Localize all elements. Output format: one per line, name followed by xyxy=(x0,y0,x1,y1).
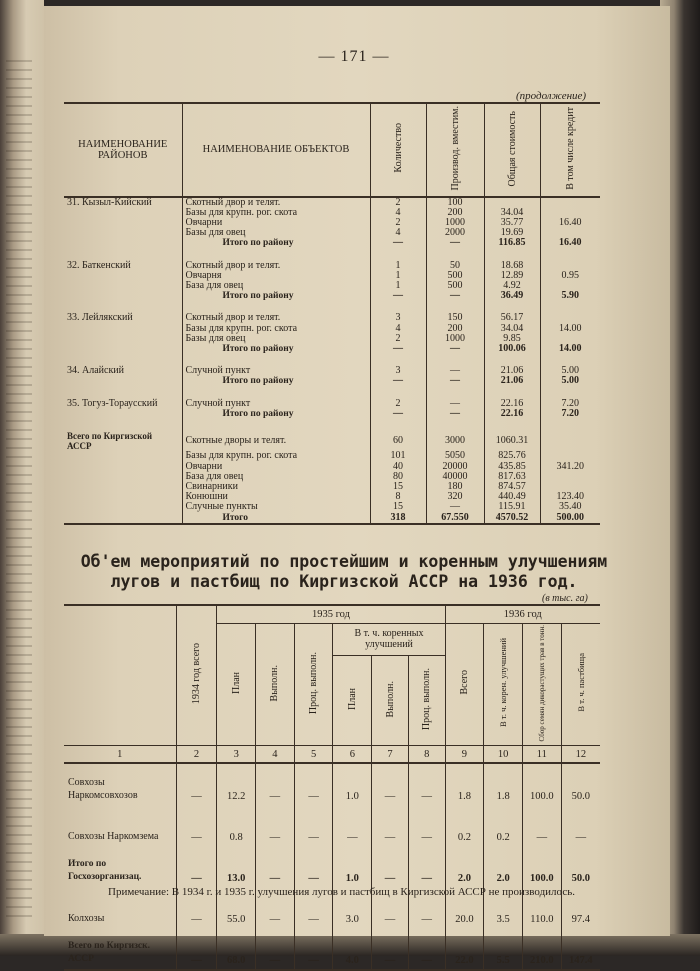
object-cell: Случной пункт xyxy=(182,366,370,376)
count-cell: 3 xyxy=(370,366,426,376)
table-row xyxy=(64,513,600,524)
count-cell: 1 xyxy=(370,261,426,271)
value-cell: 5.5 xyxy=(484,928,523,970)
capacity-cell: 1000 xyxy=(426,334,484,344)
region-cell xyxy=(64,492,182,502)
column-number: 4 xyxy=(256,746,295,764)
region-cell xyxy=(64,238,182,248)
value-cell: — xyxy=(408,805,445,846)
object-cell: База для овец xyxy=(182,472,370,482)
credit-cell: 341.20 xyxy=(540,462,600,472)
capacity-cell: 200 xyxy=(426,324,484,334)
column-number: 8 xyxy=(408,746,445,764)
t2-header-root-pct: Проц. выполн. xyxy=(408,656,445,746)
value-cell: — xyxy=(176,887,217,928)
cost-cell: 1060.31 xyxy=(484,431,540,451)
value-cell: — xyxy=(561,805,600,846)
value-cell: 100.0 xyxy=(522,846,561,887)
value-cell: 210.0 xyxy=(522,928,561,970)
value-cell: — xyxy=(372,928,409,970)
value-cell: 55.0 xyxy=(217,887,256,928)
value-cell: — xyxy=(333,805,372,846)
credit-cell xyxy=(540,197,600,208)
spacer-cell xyxy=(540,387,600,399)
object-cell: Скотный двор и телят. xyxy=(182,261,370,271)
count-cell: 2 xyxy=(370,399,426,409)
group-spacer xyxy=(64,419,600,431)
table-row xyxy=(64,846,600,887)
object-cell: Итого по району xyxy=(182,291,370,301)
spacer-cell xyxy=(182,419,370,431)
credit-cell: 16.40 xyxy=(540,218,600,228)
t2-header-root-done: Выполн. xyxy=(372,656,409,746)
t2-header-1934: 1934 год всего xyxy=(176,605,217,746)
object-cell: Итого по району xyxy=(182,238,370,248)
count-cell: 80 xyxy=(370,472,426,482)
count-cell: 1 xyxy=(370,281,426,291)
column-number: 11 xyxy=(522,746,561,764)
table-row xyxy=(64,431,600,451)
capacity-cell: — xyxy=(426,399,484,409)
value-cell: 1.8 xyxy=(445,763,484,805)
region-cell xyxy=(64,513,182,524)
value-cell: — xyxy=(408,763,445,805)
value-cell: 12.2 xyxy=(217,763,256,805)
region-cell xyxy=(64,281,182,291)
cost-cell: 36.49 xyxy=(484,291,540,301)
capacity-cell: — xyxy=(426,366,484,376)
object-cell: Свинарники xyxy=(182,482,370,492)
count-cell: 101 xyxy=(370,451,426,461)
object-cell: Случной пункт xyxy=(182,399,370,409)
value-cell: 3.5 xyxy=(484,887,523,928)
t2-header-blank xyxy=(64,605,176,746)
region-cell xyxy=(64,451,182,461)
header-credit: В том числе кредит xyxy=(540,103,600,197)
credit-cell xyxy=(540,472,600,482)
count-cell: 4 xyxy=(370,208,426,218)
value-cell: — xyxy=(176,928,217,970)
construction-table xyxy=(64,102,600,525)
count-cell: — xyxy=(370,344,426,354)
object-cell: Конюшни xyxy=(182,492,370,502)
column-number: 1 xyxy=(64,746,176,764)
spacer-cell xyxy=(64,387,182,399)
credit-cell: 123.40 xyxy=(540,492,600,502)
region-cell xyxy=(64,208,182,218)
value-cell: 1.0 xyxy=(333,846,372,887)
value-cell: — xyxy=(294,763,333,805)
t2-header-total36: Всего xyxy=(445,623,484,746)
cost-cell: 4.92 xyxy=(484,281,540,291)
count-cell: 2 xyxy=(370,334,426,344)
value-cell: 2.0 xyxy=(445,846,484,887)
capacity-cell: — xyxy=(426,238,484,248)
spacer-cell xyxy=(426,249,484,261)
capacity-cell: 40000 xyxy=(426,472,484,482)
value-cell: 100.0 xyxy=(522,763,561,805)
value-cell: — xyxy=(256,887,295,928)
capacity-cell: 150 xyxy=(426,313,484,323)
capacity-cell: — xyxy=(426,376,484,386)
cost-cell: 817.63 xyxy=(484,472,540,482)
t2-header-1936: 1936 год xyxy=(445,605,600,623)
count-cell: 4 xyxy=(370,228,426,238)
cost-cell: 56.17 xyxy=(484,313,540,323)
cost-cell: 440.49 xyxy=(484,492,540,502)
continuation-note: (продолжение) xyxy=(516,90,587,102)
value-cell: 0.2 xyxy=(484,805,523,846)
value-cell: 0.8 xyxy=(217,805,256,846)
row-label: Итого по Госхозорганизац. xyxy=(68,859,142,883)
cost-cell: 9.85 xyxy=(484,334,540,344)
value-cell: 3.0 xyxy=(333,887,372,928)
capacity-cell: 100 xyxy=(426,197,484,208)
region-cell: 34. Алайский xyxy=(67,365,125,377)
cost-cell: 34.04 xyxy=(484,324,540,334)
spacer-cell xyxy=(182,249,370,261)
column-number: 9 xyxy=(445,746,484,764)
region-cell xyxy=(64,462,182,472)
t2-header-done: Выполн. xyxy=(256,623,295,746)
header-cost: Общая стоимость xyxy=(484,103,540,197)
credit-cell xyxy=(540,431,600,451)
row-label: Колхозы xyxy=(68,913,105,925)
credit-cell: 7.20 xyxy=(540,399,600,409)
cost-cell: 35.77 xyxy=(484,218,540,228)
cost-cell: 825.76 xyxy=(484,451,540,461)
cost-cell: 12.89 xyxy=(484,271,540,281)
value-cell: 22.0 xyxy=(445,928,484,970)
region-cell: Всего по Киргизской АССР xyxy=(67,430,153,452)
count-cell: 40 xyxy=(370,462,426,472)
capacity-cell: 500 xyxy=(426,271,484,281)
value-cell: 68.0 xyxy=(217,928,256,970)
table-row xyxy=(64,763,600,805)
table-row xyxy=(64,376,600,386)
header-capacity: Производ. вместим. xyxy=(426,103,484,197)
cost-cell: 21.06 xyxy=(484,366,540,376)
region-cell xyxy=(64,228,182,238)
capacity-cell: 20000 xyxy=(426,462,484,472)
header-region: НАИМЕНОВАНИЕ РАЙОНОВ xyxy=(78,138,168,161)
count-cell: 15 xyxy=(370,502,426,512)
t2-header-plan: План xyxy=(217,623,256,746)
spacer-cell xyxy=(64,419,182,431)
table-row xyxy=(64,805,600,846)
value-cell: 4.0 xyxy=(333,928,372,970)
region-cell xyxy=(64,376,182,386)
t2-header-seed36: Сбор семян дикорастущих трав в тонн. xyxy=(522,623,561,746)
region-cell: 31. Кызыл-Кийский xyxy=(67,196,152,208)
count-cell: 4 xyxy=(370,324,426,334)
credit-cell: 7.20 xyxy=(540,409,600,419)
spacer-cell xyxy=(426,419,484,431)
object-cell: Базы для овец xyxy=(182,334,370,344)
capacity-cell: 320 xyxy=(426,492,484,502)
value-cell: — xyxy=(176,805,217,846)
object-cell: Базы для крупн. рог. скота xyxy=(182,451,370,461)
cost-cell: 4570.52 xyxy=(484,513,540,524)
region-cell xyxy=(64,271,182,281)
book-page xyxy=(44,6,670,967)
value-cell: — xyxy=(256,846,295,887)
spacer-cell xyxy=(64,249,182,261)
capacity-cell: — xyxy=(426,502,484,512)
region-cell xyxy=(64,472,182,482)
count-cell: 2 xyxy=(370,218,426,228)
column-number: 7 xyxy=(372,746,409,764)
region-cell xyxy=(64,218,182,228)
value-cell: 20.0 xyxy=(445,887,484,928)
spacer-cell xyxy=(426,387,484,399)
row-label: Всего по Киргизск. АССР xyxy=(64,928,176,970)
credit-cell: 500.00 xyxy=(540,513,600,524)
t2-header-pct: Проц. выполн. xyxy=(294,623,333,746)
value-cell: — xyxy=(294,805,333,846)
capacity-cell: — xyxy=(426,409,484,419)
count-cell: 1 xyxy=(370,271,426,281)
cost-cell: 116.85 xyxy=(484,238,540,248)
table2-units: (в тыс. га) xyxy=(542,593,588,604)
row-label: Совхозы Наркомсовхозов xyxy=(68,777,138,802)
value-cell: 1.8 xyxy=(484,763,523,805)
value-cell: — xyxy=(372,805,409,846)
pasture-improvement-table xyxy=(64,604,600,971)
header-object: НАИМЕНОВАНИЕ ОБЪЕКТОВ xyxy=(182,103,370,197)
capacity-cell: 67.550 xyxy=(426,513,484,524)
capacity-cell: 180 xyxy=(426,482,484,492)
cost-cell: 21.06 xyxy=(484,376,540,386)
object-cell: Случные пункты xyxy=(182,502,370,512)
value-cell: 110.0 xyxy=(522,887,561,928)
object-cell: База для овец xyxy=(182,281,370,291)
value-cell: 50.0 xyxy=(561,763,600,805)
object-cell: Овчарни xyxy=(182,462,370,472)
value-cell: — xyxy=(294,846,333,887)
value-cell: — xyxy=(408,846,445,887)
count-cell: — xyxy=(370,409,426,419)
capacity-cell: 5050 xyxy=(426,451,484,461)
cost-cell: 19.69 xyxy=(484,228,540,238)
value-cell: — xyxy=(372,846,409,887)
group-spacer xyxy=(64,249,600,261)
capacity-cell: — xyxy=(426,291,484,301)
value-cell: 1.0 xyxy=(333,763,372,805)
cost-cell: 435.85 xyxy=(484,462,540,472)
object-cell: Итого xyxy=(182,513,370,524)
cost-cell: 115.91 xyxy=(484,502,540,512)
value-cell: — xyxy=(372,763,409,805)
region-cell xyxy=(64,324,182,334)
construction-table-body xyxy=(64,197,600,524)
value-cell: — xyxy=(294,887,333,928)
capacity-cell: 1000 xyxy=(426,218,484,228)
spacer-cell xyxy=(484,419,540,431)
value-cell: 50.0 xyxy=(561,846,600,887)
value-cell: 147.4 xyxy=(561,928,600,970)
credit-cell: 14.00 xyxy=(540,324,600,334)
column-number: 2 xyxy=(176,746,217,764)
spacer-cell xyxy=(370,387,426,399)
spacer-cell xyxy=(540,419,600,431)
spacer-cell xyxy=(370,249,426,261)
spacer-cell xyxy=(370,419,426,431)
object-cell: Итого по району xyxy=(182,344,370,354)
table2-title: Об'ем мероприятий по простейшим и коренным улучшениям лугов и пастбищ по Киргизской АССР на 1936 год. xyxy=(80,552,608,591)
value-cell: — xyxy=(256,763,295,805)
column-number: 5 xyxy=(294,746,333,764)
spacer-cell xyxy=(540,301,600,313)
table-row xyxy=(64,928,600,970)
capacity-cell: — xyxy=(426,344,484,354)
table-row xyxy=(64,344,600,354)
credit-cell: 16.40 xyxy=(540,238,600,248)
region-cell xyxy=(64,291,182,301)
value-cell: — xyxy=(176,763,217,805)
region-cell: 35. Тогуз-Тораусский xyxy=(67,397,158,409)
count-cell: — xyxy=(370,238,426,248)
object-cell: Скотный двор и телят. xyxy=(182,197,370,208)
value-cell: — xyxy=(176,846,217,887)
column-number: 10 xyxy=(484,746,523,764)
pasture-table-body xyxy=(64,763,600,970)
t2-header-root36: В т. ч. корен. улучшений xyxy=(484,623,523,746)
count-cell: 318 xyxy=(370,513,426,524)
value-cell: — xyxy=(294,928,333,970)
cost-cell: 22.16 xyxy=(484,399,540,409)
object-cell: Базы для крупн. рог. скота xyxy=(182,324,370,334)
footnote: Примечание: В 1934 г. и 1935 г. улучшения лугов и пастбищ в Киргизской АССР не производилось. xyxy=(108,886,575,898)
t2-header-root-group: В т. ч. коренных улучшений xyxy=(333,623,445,656)
table-row xyxy=(64,409,600,419)
count-cell: 8 xyxy=(370,492,426,502)
region-cell xyxy=(64,409,182,419)
header-count: Количество xyxy=(370,103,426,197)
column-number-row xyxy=(64,746,600,764)
capacity-cell: 3000 xyxy=(426,431,484,451)
object-cell: Скотный двор и телят. xyxy=(182,313,370,323)
region-cell: 32. Баткенский xyxy=(67,259,131,271)
value-cell: 13.0 xyxy=(217,846,256,887)
region-cell xyxy=(64,334,182,344)
credit-cell: 5.90 xyxy=(540,291,600,301)
count-cell: — xyxy=(370,291,426,301)
count-cell: 3 xyxy=(370,313,426,323)
value-cell: — xyxy=(256,928,295,970)
column-number: 6 xyxy=(333,746,372,764)
object-cell: Базы для крупн. рог. скота xyxy=(182,208,370,218)
region-cell: 33. Лейлякский xyxy=(67,312,133,324)
table-row xyxy=(64,238,600,248)
value-cell: — xyxy=(256,805,295,846)
value-cell: 2.0 xyxy=(484,846,523,887)
object-cell: Скотные дворы и телят. xyxy=(182,431,370,451)
cost-cell: 34.04 xyxy=(484,208,540,218)
value-cell: 97.4 xyxy=(561,887,600,928)
object-cell: Овчарни xyxy=(182,218,370,228)
capacity-cell: 50 xyxy=(426,261,484,271)
object-cell: Итого по району xyxy=(182,376,370,386)
capacity-cell: 2000 xyxy=(426,228,484,238)
count-cell: 2 xyxy=(370,197,426,208)
t2-header-1935: 1935 год xyxy=(217,605,445,623)
spacer-cell xyxy=(540,249,600,261)
credit-cell: 5.00 xyxy=(540,376,600,386)
credit-cell: 35.40 xyxy=(540,502,600,512)
region-cell xyxy=(64,344,182,354)
row-label: Совхозы Наркомзема xyxy=(68,831,159,843)
cost-cell: 18.68 xyxy=(484,261,540,271)
column-number: 3 xyxy=(217,746,256,764)
spacer-cell xyxy=(484,249,540,261)
object-cell: Итого по району xyxy=(182,409,370,419)
object-cell: Базы для овец xyxy=(182,228,370,238)
count-cell: 60 xyxy=(370,431,426,451)
group-spacer xyxy=(64,387,600,399)
credit-cell: 14.00 xyxy=(540,344,600,354)
value-cell: — xyxy=(408,928,445,970)
spacer-cell xyxy=(484,387,540,399)
cost-cell: 874.57 xyxy=(484,482,540,492)
credit-cell: 5.00 xyxy=(540,366,600,376)
cost-cell: 100.06 xyxy=(484,344,540,354)
value-cell: — xyxy=(372,887,409,928)
count-cell: — xyxy=(370,376,426,386)
count-cell: 15 xyxy=(370,482,426,492)
value-cell: — xyxy=(408,887,445,928)
left-page-edge xyxy=(0,0,44,956)
t2-header-root-plan: План xyxy=(333,656,372,746)
table-row xyxy=(64,291,600,301)
capacity-cell: 500 xyxy=(426,281,484,291)
object-cell: Овчарня xyxy=(182,271,370,281)
credit-cell: 0.95 xyxy=(540,271,600,281)
capacity-cell: 200 xyxy=(426,208,484,218)
region-cell xyxy=(64,502,182,512)
spacer-cell xyxy=(182,387,370,399)
column-number: 12 xyxy=(561,746,600,764)
region-cell xyxy=(64,482,182,492)
t2-header-pasture36: В т. ч. пастбища xyxy=(561,623,600,746)
page-number: — 171 — xyxy=(318,48,390,65)
value-cell: — xyxy=(522,805,561,846)
value-cell: 0.2 xyxy=(445,805,484,846)
cost-cell: 22.16 xyxy=(484,409,540,419)
